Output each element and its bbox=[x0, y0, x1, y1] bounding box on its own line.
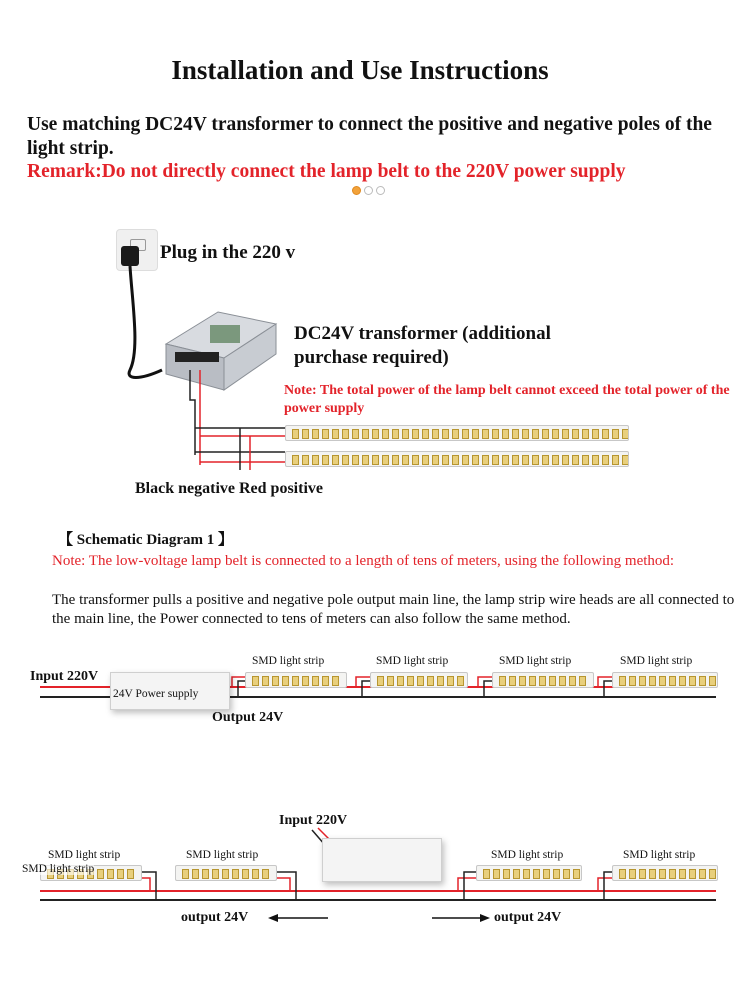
led-strip bbox=[476, 865, 582, 881]
remark-warning: Remark:Do not directly connect the lamp belt to the 220V power supply bbox=[27, 161, 626, 182]
schematic-note: Note: The low-voltage lamp belt is connected to a length of tens of meters, using the following method: bbox=[52, 553, 675, 569]
led-chip-icon bbox=[302, 676, 309, 686]
led-chip-icon bbox=[382, 455, 389, 465]
led-chip-icon bbox=[292, 429, 299, 439]
led-chip-icon bbox=[352, 455, 359, 465]
led-chip-icon bbox=[412, 429, 419, 439]
led-chip-icon bbox=[462, 455, 469, 465]
pole-label: Black negative Red positive bbox=[135, 480, 323, 497]
led-chip-icon bbox=[392, 429, 399, 439]
led-chip-icon bbox=[522, 429, 529, 439]
led-chip-icon bbox=[499, 676, 506, 686]
led-chip-icon bbox=[512, 455, 519, 465]
led-chip-icon bbox=[462, 429, 469, 439]
led-chip-icon bbox=[569, 676, 576, 686]
led-chip-icon bbox=[332, 455, 339, 465]
transformer-icon bbox=[166, 312, 276, 390]
led-chip-icon bbox=[649, 676, 656, 686]
led-chip-icon bbox=[432, 455, 439, 465]
led-chip-icon bbox=[427, 676, 434, 686]
led-chip-icon bbox=[503, 869, 510, 879]
led-strip bbox=[285, 451, 629, 467]
led-chip-icon bbox=[117, 869, 124, 879]
led-chip-icon bbox=[542, 429, 549, 439]
input-label: Input 220V bbox=[279, 813, 348, 828]
led-chip-icon bbox=[322, 676, 329, 686]
power-note: Note: The total power of the lamp belt cannot exceed the total power of the power supply bbox=[284, 383, 730, 416]
led-chip-icon bbox=[212, 869, 219, 879]
led-chip-icon bbox=[437, 676, 444, 686]
intro-text: Use matching DC24V transformer to connect the positive and negative poles of the light strip. bbox=[27, 114, 712, 159]
led-chip-icon bbox=[482, 429, 489, 439]
output-left-label: output 24V bbox=[181, 910, 249, 925]
led-chip-icon bbox=[397, 676, 404, 686]
led-chip-icon bbox=[452, 429, 459, 439]
led-chip-icon bbox=[532, 429, 539, 439]
led-chip-icon bbox=[619, 869, 626, 879]
led-chip-icon bbox=[422, 429, 429, 439]
led-strip bbox=[285, 425, 629, 441]
led-chip-icon bbox=[442, 429, 449, 439]
led-chip-icon bbox=[689, 869, 696, 879]
strip-label: SMD light strip bbox=[499, 655, 572, 667]
led-chip-icon bbox=[483, 869, 490, 879]
led-chip-icon bbox=[553, 869, 560, 879]
led-chip-icon bbox=[582, 455, 589, 465]
led-strip bbox=[370, 672, 468, 688]
schematic-title: 【 Schematic Diagram 1 】 bbox=[58, 532, 233, 548]
led-chip-icon bbox=[182, 869, 189, 879]
led-chip-icon bbox=[322, 429, 329, 439]
led-chip-icon bbox=[242, 869, 249, 879]
led-chip-icon bbox=[699, 676, 706, 686]
led-strip bbox=[492, 672, 594, 688]
led-chip-icon bbox=[539, 676, 546, 686]
led-chip-icon bbox=[559, 676, 566, 686]
led-chip-icon bbox=[292, 455, 299, 465]
led-chip-icon bbox=[342, 429, 349, 439]
led-chip-icon bbox=[482, 455, 489, 465]
led-chip-icon bbox=[639, 869, 646, 879]
led-chip-icon bbox=[519, 676, 526, 686]
led-chip-icon bbox=[602, 429, 609, 439]
led-chip-icon bbox=[472, 455, 479, 465]
led-chip-icon bbox=[659, 676, 666, 686]
led-chip-icon bbox=[377, 676, 384, 686]
led-chip-icon bbox=[272, 676, 279, 686]
led-chip-icon bbox=[573, 869, 580, 879]
led-chip-icon bbox=[202, 869, 209, 879]
led-strip bbox=[175, 865, 277, 881]
output-right-label: output 24V bbox=[494, 910, 562, 925]
led-chip-icon bbox=[502, 455, 509, 465]
led-chip-icon bbox=[417, 676, 424, 686]
led-chip-icon bbox=[552, 455, 559, 465]
led-chip-icon bbox=[452, 455, 459, 465]
output-label: Output 24V bbox=[212, 710, 284, 725]
led-chip-icon bbox=[312, 455, 319, 465]
led-chip-icon bbox=[592, 429, 599, 439]
led-chip-icon bbox=[572, 429, 579, 439]
led-chip-icon bbox=[412, 455, 419, 465]
led-chip-icon bbox=[709, 869, 716, 879]
led-chip-icon bbox=[387, 676, 394, 686]
led-chip-icon bbox=[402, 429, 409, 439]
led-chip-icon bbox=[332, 676, 339, 686]
strip-label: SMD light strip bbox=[491, 849, 564, 861]
led-chip-icon bbox=[542, 455, 549, 465]
carousel-dot[interactable] bbox=[364, 186, 373, 195]
led-chip-icon bbox=[252, 869, 259, 879]
led-chip-icon bbox=[529, 676, 536, 686]
strip-label: SMD light strip bbox=[22, 863, 95, 875]
led-chip-icon bbox=[639, 676, 646, 686]
led-chip-icon bbox=[649, 869, 656, 879]
led-chip-icon bbox=[282, 676, 289, 686]
led-chip-icon bbox=[532, 455, 539, 465]
led-chip-icon bbox=[492, 455, 499, 465]
led-chip-icon bbox=[592, 455, 599, 465]
transformer-label: DC24V transformer (additional purchase required) bbox=[294, 323, 551, 368]
led-chip-icon bbox=[582, 429, 589, 439]
led-chip-icon bbox=[679, 869, 686, 879]
led-chip-icon bbox=[262, 869, 269, 879]
led-chip-icon bbox=[493, 869, 500, 879]
led-chip-icon bbox=[679, 676, 686, 686]
led-chip-icon bbox=[322, 455, 329, 465]
led-chip-icon bbox=[629, 676, 636, 686]
led-chip-icon bbox=[612, 429, 619, 439]
led-chip-icon bbox=[262, 676, 269, 686]
led-chip-icon bbox=[509, 676, 516, 686]
led-chip-icon bbox=[402, 455, 409, 465]
power-supply-icon bbox=[322, 838, 442, 882]
strip-label: SMD light strip bbox=[252, 655, 325, 667]
led-chip-icon bbox=[362, 455, 369, 465]
led-chip-icon bbox=[669, 676, 676, 686]
led-chip-icon bbox=[442, 455, 449, 465]
led-chip-icon bbox=[232, 869, 239, 879]
led-chip-icon bbox=[709, 676, 716, 686]
strip-label: SMD light strip bbox=[623, 849, 696, 861]
led-chip-icon bbox=[302, 429, 309, 439]
led-chip-icon bbox=[372, 455, 379, 465]
led-chip-icon bbox=[252, 676, 259, 686]
led-chip-icon bbox=[292, 676, 299, 686]
led-chip-icon bbox=[563, 869, 570, 879]
led-chip-icon bbox=[622, 455, 629, 465]
led-chip-icon bbox=[689, 676, 696, 686]
led-chip-icon bbox=[562, 429, 569, 439]
led-chip-icon bbox=[422, 455, 429, 465]
led-chip-icon bbox=[492, 429, 499, 439]
led-chip-icon bbox=[602, 455, 609, 465]
led-chip-icon bbox=[107, 869, 114, 879]
input-label: Input 220V bbox=[30, 669, 99, 684]
led-chip-icon bbox=[552, 429, 559, 439]
led-chip-icon bbox=[612, 455, 619, 465]
led-chip-icon bbox=[312, 429, 319, 439]
led-chip-icon bbox=[352, 429, 359, 439]
led-strip bbox=[612, 865, 718, 881]
led-chip-icon bbox=[382, 429, 389, 439]
plug-label: Plug in the 220 v bbox=[160, 242, 296, 263]
led-chip-icon bbox=[522, 455, 529, 465]
led-chip-icon bbox=[372, 429, 379, 439]
carousel-dot[interactable] bbox=[352, 186, 361, 195]
led-chip-icon bbox=[392, 455, 399, 465]
led-chip-icon bbox=[572, 455, 579, 465]
led-chip-icon bbox=[97, 869, 104, 879]
led-chip-icon bbox=[192, 869, 199, 879]
led-strip bbox=[612, 672, 718, 688]
led-chip-icon bbox=[549, 676, 556, 686]
strip-label: SMD light strip bbox=[620, 655, 693, 667]
led-chip-icon bbox=[512, 429, 519, 439]
led-chip-icon bbox=[127, 869, 134, 879]
strip-label: SMD light strip bbox=[186, 849, 259, 861]
led-chip-icon bbox=[432, 429, 439, 439]
page-title: Installation and Use Instructions bbox=[171, 55, 549, 85]
led-chip-icon bbox=[332, 429, 339, 439]
led-chip-icon bbox=[502, 429, 509, 439]
psu-label: 24V Power supply bbox=[113, 688, 199, 700]
led-chip-icon bbox=[222, 869, 229, 879]
carousel-dot[interactable] bbox=[376, 186, 385, 195]
strip-label: SMD light strip bbox=[48, 849, 121, 861]
plug-icon bbox=[121, 246, 139, 266]
led-chip-icon bbox=[362, 429, 369, 439]
led-chip-icon bbox=[562, 455, 569, 465]
led-chip-icon bbox=[513, 869, 520, 879]
led-chip-icon bbox=[457, 676, 464, 686]
led-chip-icon bbox=[543, 869, 550, 879]
led-strip bbox=[245, 672, 347, 688]
schematic-text: The transformer pulls a positive and negative pole output main line, the lamp strip wire heads are all connected to the main line, the Power connected to tens of meters can also follow the same method. bbox=[52, 592, 735, 627]
led-chip-icon bbox=[579, 676, 586, 686]
led-chip-icon bbox=[629, 869, 636, 879]
led-chip-icon bbox=[699, 869, 706, 879]
led-chip-icon bbox=[622, 429, 629, 439]
led-chip-icon bbox=[659, 869, 666, 879]
led-chip-icon bbox=[669, 869, 676, 879]
led-chip-icon bbox=[523, 869, 530, 879]
led-chip-icon bbox=[407, 676, 414, 686]
strip-label: SMD light strip bbox=[376, 655, 449, 667]
led-chip-icon bbox=[472, 429, 479, 439]
led-chip-icon bbox=[533, 869, 540, 879]
led-chip-icon bbox=[302, 455, 309, 465]
led-chip-icon bbox=[312, 676, 319, 686]
carousel-dots bbox=[352, 186, 385, 195]
led-chip-icon bbox=[342, 455, 349, 465]
led-chip-icon bbox=[447, 676, 454, 686]
led-chip-icon bbox=[619, 676, 626, 686]
